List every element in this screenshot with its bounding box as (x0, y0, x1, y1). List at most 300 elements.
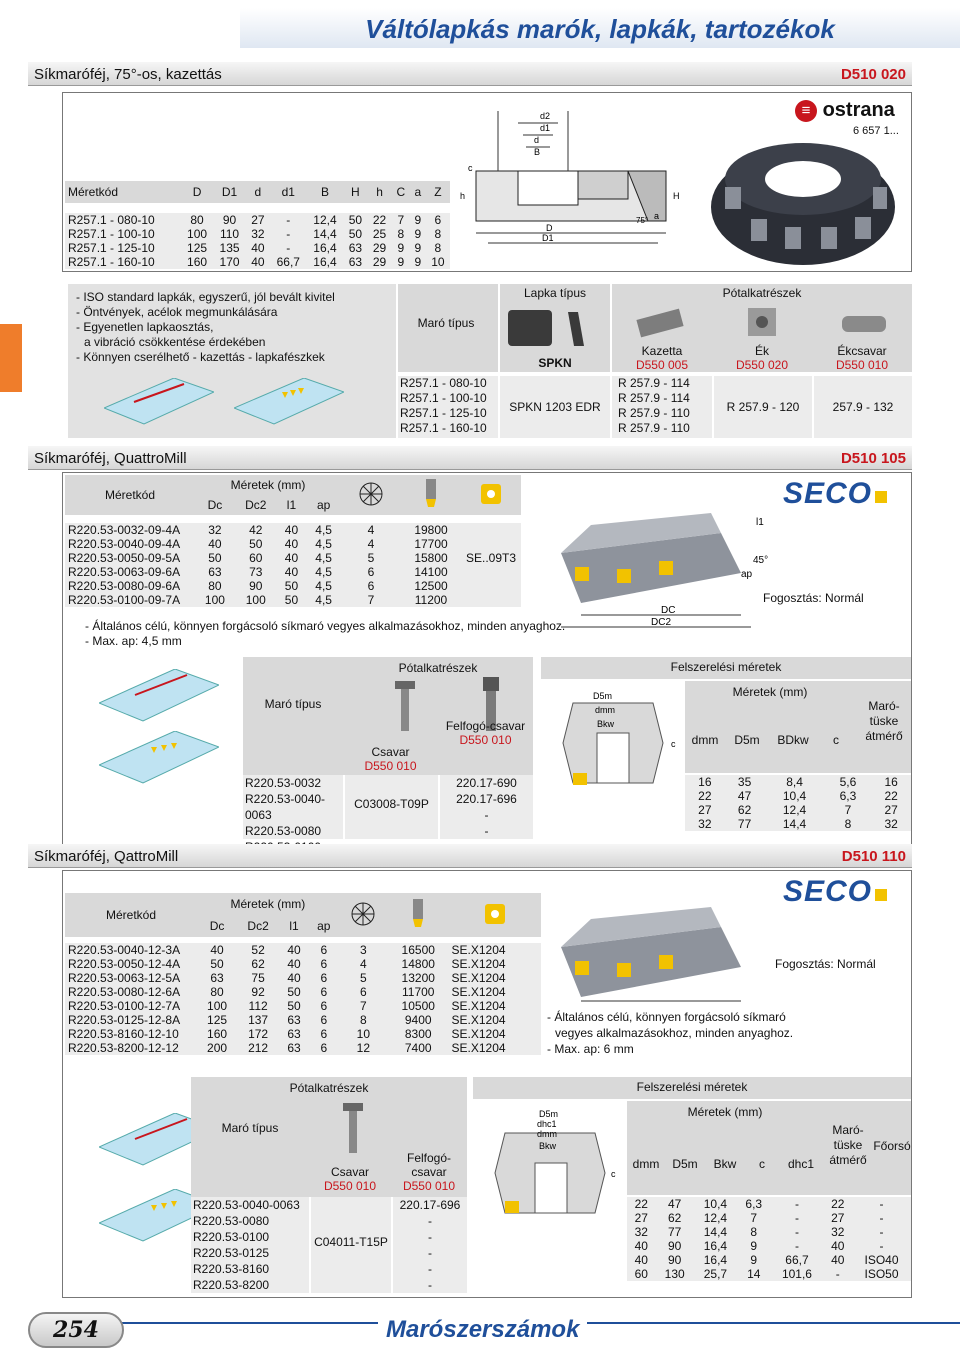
cell: 160 (187, 255, 208, 269)
cell: 63 (287, 1013, 301, 1027)
mill-item: R220.53-0032 (245, 776, 322, 790)
section1-code: D510 020 (840, 66, 906, 83)
mount-tuske: Maró-tüske átmérő (829, 1123, 867, 1167)
table-row (65, 1027, 541, 1041)
ek-icon (742, 302, 782, 342)
cell: 32 (831, 1225, 845, 1239)
cell: 4,5 (315, 551, 332, 565)
feature-line: a vibráció csökkentése érdekében (84, 335, 266, 349)
cell: 10,4 (703, 1197, 728, 1211)
cell: - (794, 1225, 799, 1239)
cell: 40 (284, 537, 299, 551)
cell: 50 (208, 551, 222, 565)
lapka-name: SPKN (538, 356, 572, 370)
cell: 60 (249, 551, 263, 565)
cell: 62 (737, 803, 752, 817)
cell: 29 (372, 241, 387, 255)
cell: 42 (249, 523, 263, 537)
cell: 6,3 (839, 789, 857, 803)
cell: - (835, 1267, 840, 1281)
cell: 63 (287, 1041, 301, 1055)
mount-forso: Főorsó (873, 1139, 911, 1153)
cell: 9 (414, 241, 422, 255)
mount-table-2 (627, 1197, 911, 1281)
feature-line: - ISO standard lapkák, egyszerű, jól bevált kivitel (76, 290, 335, 304)
maro-type-label: Maró típus (264, 697, 322, 711)
cell: SE.X1204 (451, 1013, 506, 1027)
cell: R220.53-0050-12-4A (68, 957, 181, 971)
cell: R220.53-0125-12-8A (68, 1013, 181, 1027)
cell: 12,4 (313, 213, 337, 227)
cell: R220.53-0100-12-7A (68, 999, 181, 1013)
col-Dc2: Dc2 (245, 498, 267, 512)
table-row (65, 593, 521, 607)
kazetta-label: Kazetta (641, 344, 683, 358)
csavar-label: Csavar (330, 1165, 369, 1179)
cell: 9 (397, 241, 405, 255)
cell: 25,7 (703, 1267, 728, 1281)
cell: 9400 (404, 1013, 432, 1027)
col-mm: (mm) (277, 897, 306, 911)
cell: SE.X1204 (451, 1027, 506, 1041)
cell: 22 (698, 789, 712, 803)
cell: SE.X1204 (451, 985, 506, 999)
mill-list (398, 376, 498, 438)
cell: 4,5 (315, 579, 332, 593)
mill-item: R220.53-0080 (193, 1214, 270, 1228)
section1-bar (28, 62, 912, 86)
cell: 6 (320, 985, 328, 999)
cell: 112 (248, 999, 268, 1013)
cell: 5 (367, 551, 375, 565)
section3-spares-header (191, 1077, 467, 1197)
cell: 40 (208, 537, 222, 551)
felfogo-item: - (428, 1278, 432, 1292)
col-C: C (396, 185, 406, 199)
label-c: c (611, 1169, 616, 1179)
table-row (65, 943, 541, 957)
workpiece-illustration-4 (99, 731, 219, 787)
felfogo-item: 220.17-696 (456, 792, 517, 806)
cell: 90 (667, 1253, 682, 1267)
cell: 100 (204, 593, 225, 607)
col-Dc: Dc (209, 919, 225, 933)
mount-title-bar (473, 1077, 911, 1099)
mount-table (685, 775, 911, 831)
table-row (65, 971, 541, 985)
maro-type-label: Maró típus (221, 1121, 279, 1135)
mount-title-bar (541, 657, 911, 679)
cell: SE.X1204 (451, 943, 506, 957)
cell: 27 (698, 803, 712, 817)
page-number: 254 (28, 1312, 124, 1348)
workpiece-illustration-3 (99, 669, 219, 725)
cell: 4,5 (315, 537, 332, 551)
cell: 4,5 (315, 523, 332, 537)
cell: 16500 (401, 943, 435, 957)
felfogo-item: - (428, 1246, 432, 1260)
cell: 11700 (401, 985, 435, 999)
cell: 40 (287, 971, 301, 985)
workpiece-illustration-2 (234, 378, 344, 428)
cell: 40 (251, 241, 265, 255)
cell: SE.X1204 (451, 971, 506, 985)
col-D5m: D5m (672, 1157, 698, 1171)
cell: 40 (284, 551, 299, 565)
cell: 50 (348, 227, 363, 241)
feature-line: - Öntvények, acélok megmunkálására (76, 305, 278, 319)
cell: R220.53-0050-09-5A (68, 551, 181, 565)
table-row (685, 775, 911, 789)
col-c: c (759, 1157, 765, 1171)
section1-title: Síkmaróféj, 75°-os, kazettás (34, 66, 222, 83)
cell: 32 (698, 817, 712, 831)
cell: 4,5 (315, 593, 332, 607)
section2-drawing (541, 503, 777, 633)
cell: 47 (737, 789, 752, 803)
mill-item: R220.53-8160 (193, 1262, 270, 1276)
cell: 7400 (404, 1041, 432, 1055)
section1-panel (62, 92, 912, 272)
cell: 10500 (401, 999, 435, 1013)
table-row (627, 1197, 911, 1211)
col-meretkod: Méretkód (104, 488, 156, 502)
cell: 62 (251, 957, 265, 971)
cell: 160 (207, 1027, 228, 1041)
cell: 75 (251, 971, 265, 985)
spares-title: Pótalkatrészek (289, 1081, 369, 1095)
felfogo-item: - (428, 1214, 432, 1228)
teeth-icon (358, 481, 384, 507)
label-D5m: D5m (593, 691, 613, 701)
kazetta-item: R 257.9 - 110 (618, 421, 690, 435)
cell: 77 (667, 1225, 682, 1239)
lapka-header (500, 284, 610, 372)
label-dhc1: dhc1 (537, 1119, 557, 1129)
ostrana-mark-icon: ≡ (795, 100, 817, 122)
cell: 6 (320, 1027, 328, 1041)
cell: 16,4 (313, 255, 337, 269)
label-l1: l1 (756, 517, 764, 528)
cell: - (879, 1197, 884, 1211)
spares-mill-list (191, 1197, 309, 1293)
label-Bkw: Bkw (597, 719, 615, 729)
maro-type-header (398, 284, 498, 372)
table-row (685, 789, 911, 803)
table-row (627, 1225, 911, 1239)
cell: 32 (884, 817, 898, 831)
cell: 12,4 (703, 1211, 728, 1225)
cell: - (879, 1211, 884, 1225)
cell: 50 (249, 537, 263, 551)
fogosztas-label: Fogosztás: Normál (763, 591, 864, 605)
cell: R220.53-0040-12-3A (68, 943, 181, 957)
potal-header (612, 284, 912, 372)
col-h: h (376, 185, 383, 199)
cell: 16,4 (703, 1253, 728, 1267)
section3-code: D510 110 (841, 848, 906, 865)
col-Bkw: Bkw (713, 1157, 737, 1171)
cell: 135 (219, 241, 240, 255)
col-l1: l1 (286, 498, 297, 512)
section2-panel (62, 472, 912, 850)
csavar-code: D550 010 (323, 1179, 377, 1193)
cell: 32 (251, 227, 265, 241)
felfogo-code: D550 010 (402, 1179, 456, 1193)
cell: - (794, 1211, 799, 1225)
cell: 50 (210, 957, 224, 971)
cell: 63 (348, 241, 363, 255)
cell: R257.1 - 100-10 (68, 227, 155, 241)
col-meretkod: Méretkód (68, 185, 119, 199)
ekcsavar-label: Ékcsavar (837, 344, 887, 358)
csavar-value: C04011-T15P (311, 1197, 391, 1293)
cell: R220.53-0063-12-5A (68, 971, 181, 985)
kazetta-item: R 257.9 - 114 (618, 391, 690, 405)
col-ap: ap (316, 498, 331, 512)
cell: 29 (372, 255, 387, 269)
cell: 40 (287, 957, 301, 971)
cell: 66,7 (276, 255, 300, 269)
table-row (65, 999, 541, 1013)
mount-meretek: Méretek (mm) (732, 685, 808, 699)
section3-dim-table (65, 893, 541, 1055)
cell: 32 (634, 1225, 648, 1239)
cell: 5,6 (839, 775, 857, 789)
cell: 63 (208, 565, 222, 579)
cell: R220.53-0080-12-6A (68, 985, 181, 999)
cell: 16 (698, 775, 712, 789)
teeth-icon (350, 901, 376, 927)
cell: 8 (434, 241, 442, 255)
lapka-title: Lapka típus (523, 286, 587, 300)
fogosztas-label: Fogosztás: Normál (775, 957, 876, 971)
cell: 40 (287, 943, 301, 957)
cell: - (286, 227, 291, 241)
col-l1: l1 (289, 919, 299, 933)
cell: ISO40 (864, 1253, 899, 1267)
cell: 7 (359, 999, 367, 1013)
cell: R220.53-0080-09-6A (68, 579, 181, 593)
cell: 27 (251, 213, 265, 227)
cell: 14800 (401, 957, 435, 971)
table-header-row (65, 181, 450, 203)
cell: 50 (287, 999, 301, 1013)
cell: 7 (750, 1211, 758, 1225)
kazetta-item: R 257.9 - 110 (618, 406, 690, 420)
col-Dc2: Dc2 (247, 919, 269, 933)
ostrana-code: 6 657 1... (853, 125, 899, 137)
cell: 40 (831, 1253, 845, 1267)
label-B: B (534, 147, 541, 157)
seco-mark-icon (875, 491, 887, 503)
felfogo-label: Felfogó-csavar (445, 719, 526, 733)
cell: - (286, 213, 291, 227)
cell: R257.1 - 160-10 (68, 255, 155, 269)
cell: 7 (844, 803, 852, 817)
features-box (68, 284, 396, 438)
cell: 100 (207, 999, 228, 1013)
cell: 8,4 (786, 775, 803, 789)
cell: 4 (359, 957, 367, 971)
mill-item: R257.1 - 100-10 (400, 391, 487, 405)
cell: 14,4 (703, 1225, 728, 1239)
label-d1: d1 (540, 123, 551, 133)
cell: 90 (667, 1239, 682, 1253)
cell: 63 (287, 1027, 301, 1041)
col-dhc1: dhc1 (787, 1157, 815, 1171)
felfogo-list (393, 1197, 467, 1293)
cell: 52 (251, 943, 265, 957)
cell: 6,3 (745, 1197, 763, 1211)
cell: 80 (190, 213, 204, 227)
cell: 6 (359, 985, 367, 999)
ek-code: D550 020 (735, 358, 789, 372)
cell: 40 (634, 1253, 648, 1267)
seco-text: SECO (783, 477, 873, 510)
cell: 80 (208, 579, 222, 593)
col-Z: Z (434, 185, 442, 199)
cell: 40 (284, 565, 299, 579)
cell: 35 (737, 775, 752, 789)
cell: 40 (284, 523, 299, 537)
cell: 27 (884, 803, 898, 817)
insert-square-icon (482, 901, 508, 927)
cell: 22 (831, 1197, 845, 1211)
mount-drawing-2 (475, 1103, 625, 1223)
col-D1: D1 (221, 185, 238, 199)
cell: 4 (367, 537, 375, 551)
cell: 137 (248, 1013, 269, 1027)
col-mm: (mm) (277, 478, 306, 492)
col-c: c (833, 733, 839, 747)
label-c: c (671, 739, 676, 749)
mount-header (685, 681, 911, 773)
note-line: - Általános célú, könnyen forgácsoló síkmaró (547, 1010, 786, 1024)
cell: 6 (320, 943, 328, 957)
cell: 16,4 (313, 241, 337, 255)
table-row (627, 1211, 911, 1225)
cell: 212 (248, 1041, 269, 1055)
label-dmm: dmm (537, 1129, 557, 1139)
label-D1: D1 (542, 233, 554, 243)
table-row (65, 957, 541, 971)
cell: 3 (359, 943, 367, 957)
csavar-icon (341, 1103, 365, 1155)
cell: 14,4 (782, 817, 807, 831)
cell: R220.53-0032-09-4A (68, 523, 181, 537)
mill-item: R220.53-0100 (193, 1230, 270, 1244)
mill-item: R220.53-0040-0063 (193, 1198, 300, 1212)
label-45: 45° (753, 555, 769, 566)
cell: R257.1 - 125-10 (68, 241, 155, 255)
note-line: - Max. ap: 4,5 mm (85, 634, 182, 648)
col-meretek: Méretek (230, 478, 275, 492)
col-dmm: dmm (632, 1157, 660, 1171)
cell: 22 (884, 789, 898, 803)
cell: 14,4 (313, 227, 337, 241)
col-teeth (341, 475, 401, 515)
cell: 50 (284, 593, 299, 607)
cell: 16,4 (703, 1239, 728, 1253)
mill-item: R220.53-8200 (193, 1278, 270, 1292)
cell: 200 (207, 1041, 228, 1055)
col-insert (449, 893, 541, 937)
csavar-label: Csavar (371, 745, 410, 759)
table-row (685, 817, 911, 831)
cell: 40 (634, 1239, 648, 1253)
ek-value: R 257.9 - 120 (714, 376, 812, 438)
col-d: d (254, 185, 262, 199)
mill-item: R220.53-0080 (245, 824, 322, 838)
mount-drawing (543, 683, 683, 793)
csavar-code: D550 010 (364, 759, 417, 773)
cell: 9 (414, 227, 422, 241)
section3-notes (547, 1009, 793, 1057)
cell: 110 (219, 227, 240, 241)
cell: 101,6 (781, 1267, 812, 1281)
label-ap: ap (741, 569, 753, 580)
cell: 8 (397, 227, 405, 241)
cell: 22 (634, 1197, 648, 1211)
cell: 14 (747, 1267, 761, 1281)
cell: 130 (664, 1267, 685, 1281)
section1-parts (398, 284, 912, 438)
kazetta-code: D550 005 (635, 358, 689, 372)
cell: 92 (251, 985, 265, 999)
cell: R220.53-0040-09-4A (68, 537, 181, 551)
col-D5m: D5m (734, 733, 760, 747)
col-d1: d1 (281, 185, 295, 199)
label-Bkw: Bkw (539, 1141, 557, 1151)
col-H: H (351, 185, 360, 199)
cell: 9 (397, 255, 405, 269)
cell: ISO50 (864, 1267, 899, 1281)
cell: 62 (667, 1211, 682, 1225)
label-angle: 75° (636, 216, 649, 225)
cell: 80 (210, 985, 224, 999)
ekcsavar-value: 257.9 - 132 (814, 376, 912, 438)
cell: 22 (372, 213, 387, 227)
cell: 50 (287, 985, 301, 999)
felfogo-code: D550 010 (459, 733, 512, 747)
felfogo-item: - (428, 1230, 432, 1244)
ostrana-text: ostrana (822, 99, 895, 121)
col-insert (461, 475, 521, 515)
mill-item: R220.53-0040-0063 (245, 792, 326, 822)
seco-logo-2 (783, 875, 887, 909)
label-d2: d2 (540, 111, 551, 121)
spares-title: Pótalkatrészek (398, 661, 478, 675)
section2-dim-table (65, 475, 521, 607)
cell: 10,4 (782, 789, 807, 803)
cell: 9 (414, 213, 422, 227)
felfogo-item: - (484, 808, 489, 822)
mill-item: R257.1 - 125-10 (400, 406, 487, 420)
cell: - (794, 1197, 799, 1211)
footer-title: Marószerszámok (378, 1316, 587, 1344)
insert-type: SE..09T3 (465, 551, 517, 565)
cell: 40 (251, 255, 265, 269)
ostrana-logo (795, 99, 895, 122)
cell: 50 (348, 213, 363, 227)
table-row (65, 1041, 541, 1055)
table-row (65, 241, 450, 255)
cell: 5 (359, 971, 367, 985)
cell: 7 (367, 593, 375, 607)
table-row (627, 1239, 911, 1253)
cell: R220.53-8200-12-12 (68, 1041, 179, 1055)
